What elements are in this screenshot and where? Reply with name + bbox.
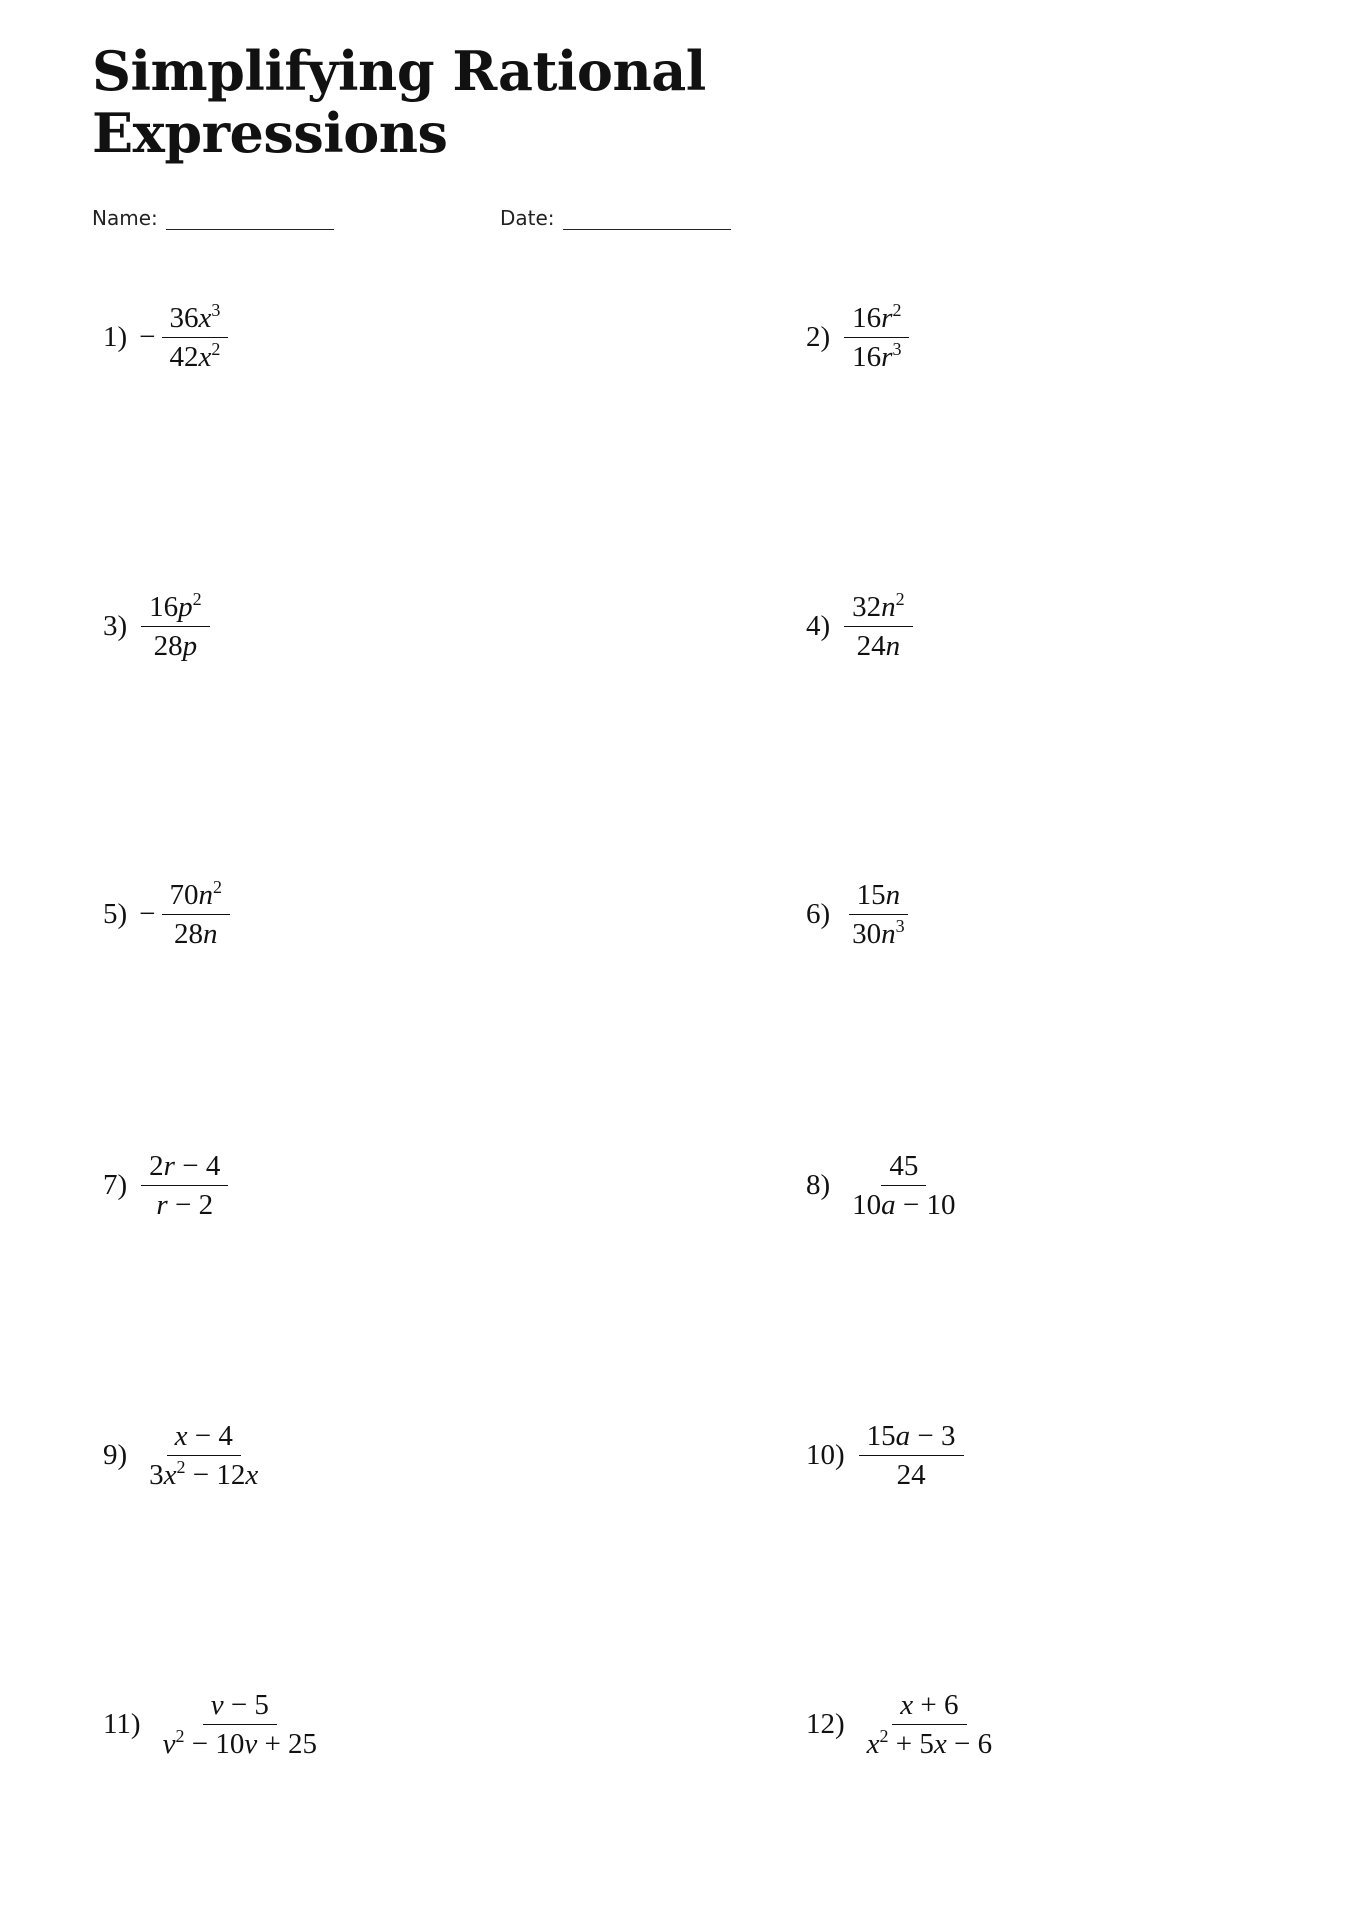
fraction — [141, 588, 210, 665]
numerator — [881, 1147, 926, 1186]
problem-4 — [806, 588, 913, 665]
term: + 25 — [257, 1728, 318, 1760]
exponent: 2 — [895, 589, 905, 610]
exponent: 2 — [192, 589, 202, 610]
variable: p — [178, 591, 193, 623]
term: − 2 — [167, 1189, 214, 1221]
coefficient: 28 — [153, 630, 183, 662]
variable: n — [885, 879, 901, 911]
fraction — [859, 1417, 964, 1494]
numerator — [844, 299, 909, 338]
variable: v — [162, 1728, 176, 1760]
numerator — [141, 1147, 228, 1186]
variable: r — [881, 302, 893, 334]
denominator — [844, 915, 913, 953]
negative-sign: − — [139, 321, 156, 353]
coefficient: 36 — [169, 302, 199, 334]
variable: r — [156, 1189, 168, 1221]
fraction — [162, 299, 229, 376]
denominator — [162, 338, 229, 376]
problem-number: 3) — [103, 610, 128, 642]
problem-2 — [806, 299, 909, 376]
numerator — [849, 876, 909, 915]
problem-number: 7) — [103, 1169, 128, 1201]
fraction — [844, 588, 913, 665]
problem-3 — [103, 588, 210, 665]
variable: v — [210, 1689, 224, 1721]
problem-number: 11) — [103, 1708, 141, 1740]
problem-11 — [103, 1686, 325, 1763]
variable: a — [881, 1189, 896, 1221]
coefficient: 16 — [852, 341, 882, 373]
variable: x — [198, 341, 212, 373]
exponent: 2 — [176, 1457, 186, 1478]
coefficient: 3 — [149, 1459, 164, 1491]
term: − 10 — [895, 1189, 956, 1221]
title-line-2: Expressions — [92, 101, 448, 165]
numerator — [844, 588, 913, 627]
fraction — [844, 876, 913, 953]
coefficient: 10 — [852, 1189, 882, 1221]
variable: x — [866, 1728, 880, 1760]
variable: x — [198, 302, 212, 334]
coefficient: 45 — [889, 1150, 919, 1182]
fraction — [844, 1147, 963, 1224]
variable: v — [244, 1728, 258, 1760]
variable: n — [198, 879, 214, 911]
problem-number: 9) — [103, 1439, 128, 1471]
denominator — [148, 1186, 221, 1224]
coefficient: 28 — [174, 918, 204, 950]
term: − 4 — [187, 1420, 233, 1452]
numerator — [859, 1417, 964, 1456]
coefficient: 16 — [852, 302, 882, 334]
variable: x — [900, 1689, 914, 1721]
numerator — [141, 588, 210, 627]
fraction — [162, 876, 231, 953]
problem-6 — [806, 876, 913, 953]
term: − 6 — [946, 1728, 993, 1760]
problem-8 — [806, 1147, 964, 1224]
exponent: 3 — [892, 339, 902, 360]
denominator — [889, 1456, 934, 1494]
denominator — [849, 627, 909, 665]
numerator — [892, 1686, 966, 1725]
denominator — [146, 627, 206, 665]
denominator — [155, 1725, 325, 1763]
numerator — [167, 1417, 241, 1456]
denominator — [141, 1456, 266, 1494]
coefficient: 24 — [896, 1459, 926, 1491]
term: − 5 — [223, 1689, 269, 1721]
variable: x — [245, 1459, 259, 1491]
coefficient: 42 — [169, 341, 199, 373]
term: − 12 — [185, 1459, 246, 1491]
variable: r — [163, 1150, 175, 1182]
variable: x — [174, 1420, 188, 1452]
problem-number: 2) — [806, 321, 831, 353]
exponent: 2 — [879, 1726, 889, 1747]
variable: n — [881, 591, 896, 623]
coefficient: 16 — [149, 591, 179, 623]
fraction — [844, 299, 909, 376]
term: + 5 — [888, 1728, 934, 1760]
exponent: 2 — [211, 339, 221, 360]
problem-10 — [806, 1417, 964, 1494]
term: − 3 — [910, 1420, 956, 1452]
negative-sign: − — [139, 898, 156, 930]
variable: n — [203, 918, 218, 950]
variable: p — [182, 630, 198, 662]
denominator — [844, 338, 909, 376]
exponent: 2 — [213, 877, 223, 898]
exponent: 2 — [892, 300, 902, 321]
exponent: 3 — [211, 300, 221, 321]
problem-12 — [806, 1686, 1000, 1763]
fraction — [155, 1686, 325, 1763]
problem-number: 4) — [806, 610, 831, 642]
denominator — [844, 1186, 963, 1224]
coefficient: 32 — [852, 591, 882, 623]
coefficient: 2 — [149, 1150, 164, 1182]
exponent: 3 — [895, 916, 905, 937]
date-field[interactable] — [500, 206, 731, 230]
problem-number: 6) — [806, 898, 831, 930]
worksheet-title — [92, 40, 706, 164]
fraction — [141, 1147, 228, 1224]
variable: n — [881, 918, 896, 950]
denominator — [859, 1725, 1000, 1763]
variable: a — [895, 1420, 911, 1452]
date-label: Date: — [500, 206, 555, 230]
fraction — [141, 1417, 266, 1494]
name-field[interactable] — [92, 206, 334, 230]
problem-9 — [103, 1417, 266, 1494]
coefficient: 30 — [852, 918, 882, 950]
exponent: 2 — [175, 1726, 185, 1747]
problem-number: 5) — [103, 898, 128, 930]
date-blank-line[interactable] — [563, 209, 731, 230]
problem-number: 8) — [806, 1169, 831, 1201]
variable: x — [933, 1728, 947, 1760]
problem-number: 10) — [806, 1439, 845, 1471]
variable: n — [885, 630, 901, 662]
denominator — [166, 915, 226, 953]
term: − 4 — [174, 1150, 221, 1182]
problem-number: 1) — [103, 321, 128, 353]
name-blank-line[interactable] — [166, 209, 334, 230]
numerator — [162, 299, 229, 338]
coefficient: 15 — [866, 1420, 896, 1452]
fraction — [859, 1686, 1000, 1763]
problem-1 — [103, 299, 228, 376]
problem-5 — [103, 876, 230, 953]
variable: x — [163, 1459, 177, 1491]
numerator — [162, 876, 231, 915]
title-line-1: Simplifying Rational — [92, 39, 706, 103]
name-label: Name: — [92, 206, 158, 230]
term: + 6 — [913, 1689, 959, 1721]
problem-number: 12) — [806, 1708, 845, 1740]
coefficient: 15 — [856, 879, 886, 911]
coefficient: 24 — [856, 630, 886, 662]
problem-7 — [103, 1147, 228, 1224]
term: − 10 — [184, 1728, 245, 1760]
coefficient: 70 — [169, 879, 199, 911]
variable: r — [881, 341, 893, 373]
numerator — [203, 1686, 277, 1725]
